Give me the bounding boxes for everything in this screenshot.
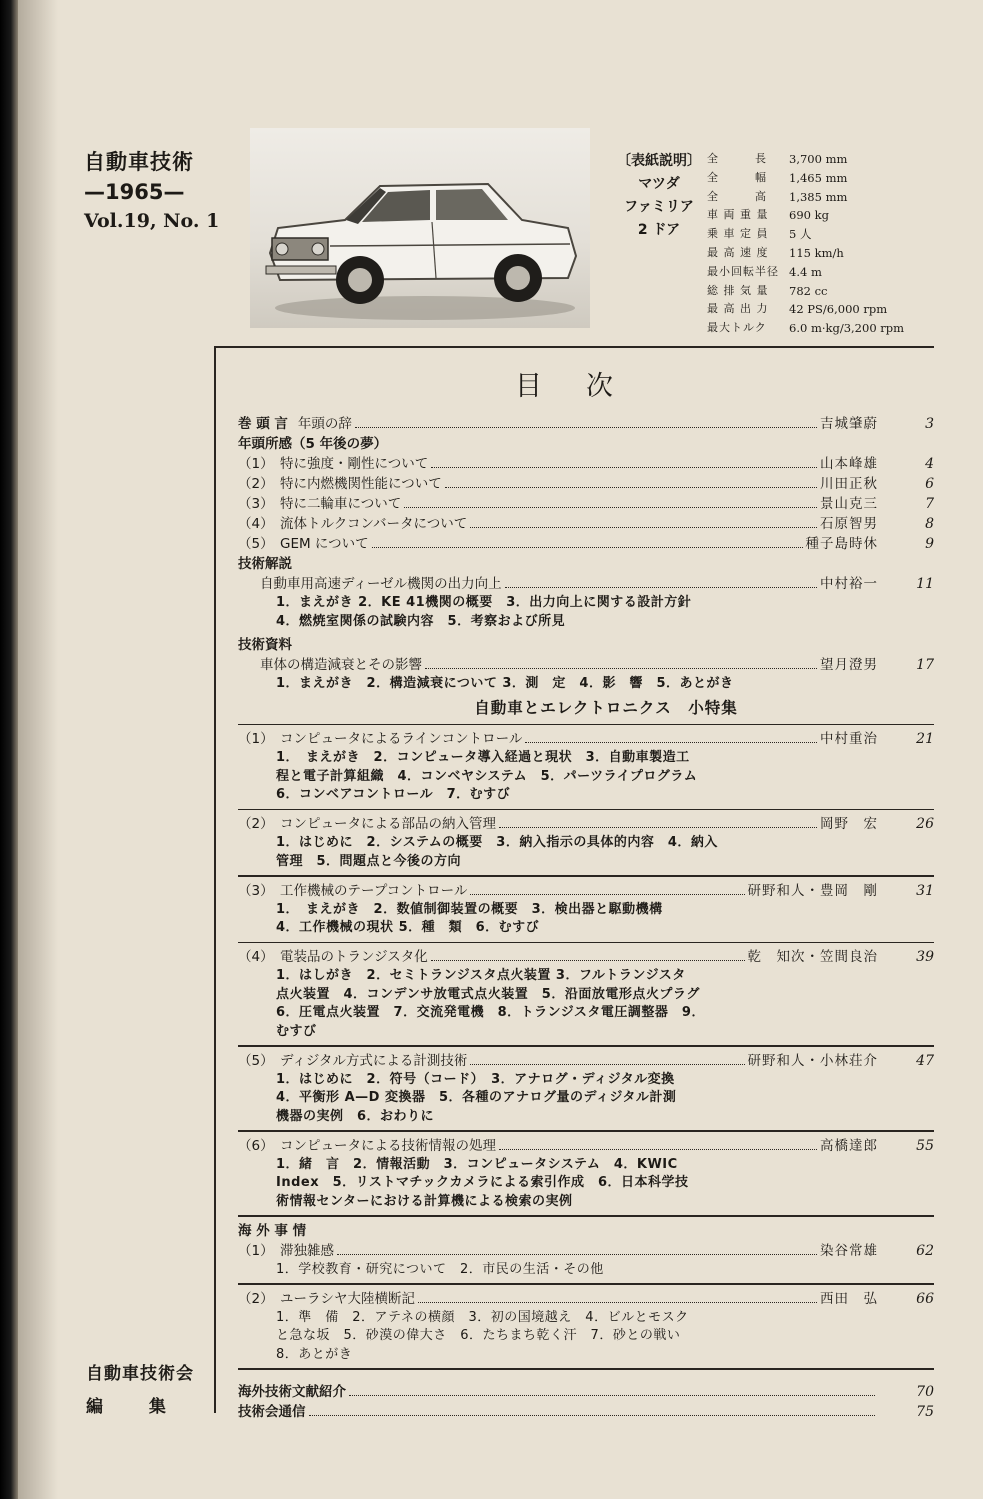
divider [238,1045,934,1047]
page-number: 7 [925,496,934,512]
subtopics: 1．緒 言 2．情報活動 3．コンピュータシステム 4．KWIC [276,1156,678,1172]
leader-dots [372,547,803,548]
subtopics: 6．圧電点火装置 7．交流発電機 8．トランジスタ電圧調整器 9． [276,1005,705,1020]
divider [238,1215,934,1217]
cover-label: 〔表紙説明〕 [617,153,701,169]
spec-row: 最小回転半径 4.4 m [707,264,822,279]
toc-entry[interactable]: （1） 特に強度・剛性について 山本峰雄 4 [238,456,934,472]
leader-dots [425,668,817,669]
leader-dots [505,587,817,588]
page-number: 75 [916,1403,934,1420]
toc-entry[interactable]: 車体の構造減衰とその影響 望月澄男 17 [260,657,934,673]
left-divider [214,346,216,1413]
divider [238,724,934,726]
cover-doors: 2 ドア [637,222,681,238]
toc-entry[interactable]: （5） GEM について 種子島時休 9 [238,536,934,552]
subtopics: Index 5．リストマチックカメラによる索引作成 6．日本科学技 [276,1175,689,1190]
divider [238,1283,934,1285]
spec-row: 車 両 重 量 690 kg [707,208,829,223]
subtopics: 1．はしがき 2．セミトランジスタ点火装置 3．フルトランジスタ [276,968,686,983]
page-number: 55 [916,1137,934,1154]
subtopics: 1．まえがき 2．構造減衰について 3．測 定 4．影 響 5．あとがき [276,676,734,691]
leader-dots [470,1064,744,1065]
toc-entry[interactable]: 自動車用高速ディーゼル機関の出力向上 中村裕一 11 [260,576,934,592]
toc-entry[interactable]: （1） 滞独雑感 染谷常雄 62 [238,1242,934,1259]
subtopics: 1． まえがき 2．数値制御装置の概要 3．検出器と駆動機構 [276,901,663,917]
leader-dots [499,1149,817,1150]
leader-dots [349,1395,875,1396]
spec-row: 全 幅 1,465 mm [707,170,848,185]
page-number: 66 [916,1290,934,1307]
masthead [84,146,220,232]
toc-entry[interactable]: （2） コンピュータによる部品の納入管理 岡野 宏 26 [238,816,934,832]
top-divider [214,346,934,348]
page-number: 17 [916,657,934,673]
page-gutter-shadow [18,0,58,1499]
section-heading-tech-material: 技術資料 [238,637,292,653]
subtopics: 1．はじめに 2．システムの概要 3．納入指示の具体的内容 4．納入 [276,835,718,850]
toc-entry[interactable]: （4） 電装品のトランジスタ化 乾 知次・笠間良治 39 [238,949,934,965]
leader-dots [418,1302,817,1303]
subtopics: 1．学校教育・研究について 2．市民の生活・その他 [276,1261,604,1277]
toc-entry[interactable]: （3） 特に二輪車について 景山克三 7 [238,496,934,512]
subtopics: 4．工作機械の現状 5．種 類 6．むすび [276,920,540,935]
subtopics: 術情報センターにおける計算機による検索の実例 [276,1193,573,1209]
special-feature-heading: 自動車とエレクトロニクス 小特集 [474,698,738,717]
page-number: 26 [916,816,934,832]
cover-model: ファミリア [624,199,694,215]
page-number: 9 [925,536,934,552]
divider [238,809,934,811]
spec-row: 最大トルク 6.0 m·kg/3,200 rpm [707,321,905,336]
cover-caption [615,150,703,242]
page-number: 21 [916,731,934,747]
page-number: 31 [916,882,934,899]
spec-row: 全 高 1,385 mm [707,189,848,204]
toc-entry-overseas-literature[interactable]: 海外技術文献紹介 70 [238,1383,934,1400]
leader-dots [445,487,817,488]
leader-dots [404,507,817,508]
subtopics: と急な坂 5．砂漠の偉大さ 6．たちまち乾く汗 7．砂との戦い [276,1328,681,1343]
toc-title: 目次 [515,371,657,402]
table-of-contents [238,414,934,1422]
cover-car-photo [250,128,590,328]
spec-row: 最 高 速 度 115 km/h [707,245,844,260]
page-number: 62 [916,1242,934,1259]
page-number: 39 [916,949,934,965]
journal-year: —1965— [84,180,185,204]
divider [238,1368,934,1370]
publisher-block [86,1359,216,1417]
leader-dots [431,960,745,961]
spec-table [707,150,957,338]
subtopics: 1．準 備 2．アテネの横顔 3．初の国境越え 4．ビルとモスク [276,1309,689,1325]
page-number: 47 [916,1052,934,1069]
journal-title: 自動車技術 [84,150,194,174]
subtopics: 程と電子計算組織 4．コンベヤシステム 5．パーツライプログラム [276,768,698,784]
toc-entry[interactable]: （2） ユーラシヤ大陸横断記 西田 弘 66 [238,1290,934,1307]
editor-label: 編 集 [86,1397,186,1417]
toc-entry[interactable]: （5） ディジタル方式による計測技術 研野和人・小林荘介 47 [238,1052,934,1069]
toc-entry[interactable]: （2） 特に内燃機関性能について 川田正秋 6 [238,476,934,492]
subtopics: 4．燃焼室関係の試験内容 5．考察および所見 [276,613,566,629]
page-number: 11 [916,576,934,592]
page-number: 4 [925,456,934,472]
toc-entry[interactable]: （1） コンピュータによるラインコントロール 中村重治 21 [238,731,934,747]
leader-dots [309,1415,876,1416]
spec-row: 総 排 気 量 782 cc [707,283,828,298]
toc-entry-society-news[interactable]: 技術会通信 75 [238,1403,934,1420]
subtopics: 8．あとがき [276,1346,353,1362]
section-heading-tech-commentary: 技術解説 [238,556,292,572]
page-number: 6 [925,476,934,492]
leader-dots [499,827,817,828]
spec-row: 全 長 3,700 mm [707,152,848,166]
spec-row: 最 高 出 力 42 PS/6,000 rpm [707,302,888,317]
subtopics: 機器の実例 6．おわりに [276,1108,435,1124]
subtopics: 点火装置 4．コンデンサ放電式点火装置 5．沿面放電形点火プラグ [276,986,700,1002]
leader-dots [355,427,817,428]
cover-make: マツダ [638,176,680,192]
page-number: 3 [925,416,934,432]
page-number: 8 [925,516,934,532]
subtopics: 1． まえがき 2．コンピュータ導入経過と現状 3．自動車製造工 [276,750,690,765]
subtopics: 4．平衡形 A—D 変換器 5．各種のアナログ量のディジタル計測 [276,1090,677,1105]
leader-dots [337,1254,817,1255]
divider [238,875,934,877]
subtopics: 管理 5．問題点と今後の方向 [276,853,462,869]
subtopics: むすび [276,1023,317,1039]
leader-dots [470,894,744,895]
book-spine [0,0,18,1499]
leader-dots [470,527,817,528]
toc-entry[interactable]: （3） 工作機械のテープコントロール 研野和人・豊岡 剛 31 [238,882,934,899]
spec-row: 乗 車 定 員 5 人 [707,227,812,242]
divider [238,942,934,944]
subtopics: 1．はじめに 2．符号（コード） 3．アナログ・ディジタル変換 [276,1071,675,1087]
car-illustration-icon [250,128,590,328]
subtopics: 6．コンベアコントロール 7．むすび [276,787,511,802]
toc-entry-foreword[interactable]: 巻 頭 言 年頭の辞 吉城肇蔚 3 [238,416,934,432]
leader-dots [431,467,817,468]
subtopics: 1．まえがき 2．KE 41機関の概要 3．出力向上に関する設計方針 [276,595,692,610]
publisher-name: 自動車技術会 [86,1364,194,1384]
page-number: 70 [916,1383,934,1400]
section-heading-new-year: 年頭所感（5 年後の夢） [238,436,388,452]
toc-entry[interactable]: （4） 流体トルクコンバータについて 石原智男 8 [238,516,934,532]
section-heading-overseas: 海 外 事 情 [238,1222,307,1239]
leader-dots [525,742,817,743]
toc-entry[interactable]: （6） コンピュータによる技術情報の処理 高橋達郎 55 [238,1137,934,1154]
journal-volume: Vol.19, No. 1 [84,210,220,232]
divider [238,1130,934,1132]
